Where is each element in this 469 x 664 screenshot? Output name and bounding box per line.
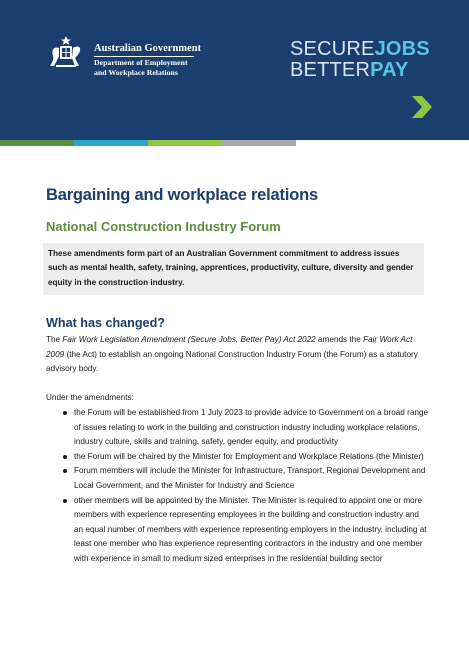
color-stripe-lime <box>148 140 222 146</box>
document-subtitle: National Construction Industry Forum <box>46 219 281 234</box>
intro-text-2: amends the <box>315 335 364 344</box>
list-item-text: other members will be appointed by the Minister. The Minister is required to appoint one or more members with experience representing employees in the building and construction industry and an equal number of members with experience representing employers in the industry, including at least one member who has experience representing contractors in the industry and one member with experience in small to medium sized enterprises in the residential building sector <box>74 495 427 563</box>
government-divider <box>94 56 194 57</box>
government-name: Australian Government <box>94 43 202 54</box>
brand-word-secure: SECURE <box>290 38 375 60</box>
chevron-right-icon <box>410 96 434 118</box>
list-item-text: the Forum will be chaired by the Minister for Employment and Workplace Relations (the Minister) <box>74 451 424 461</box>
page-header <box>0 0 469 140</box>
color-stripe-blue <box>74 140 148 146</box>
fair-work-act-name: Fair Work Act 2009 <box>46 335 413 359</box>
bullet-icon <box>63 469 67 473</box>
list-item <box>46 406 430 450</box>
list-item <box>46 494 430 567</box>
color-stripe-grey <box>222 140 296 146</box>
color-stripe-green <box>0 140 74 146</box>
summary-callout <box>43 243 424 295</box>
coat-of-arms-icon <box>46 34 86 70</box>
brand-word-jobs: JOBS <box>374 38 430 60</box>
under-amendments-label: Under the amendments: <box>46 393 134 403</box>
bullet-icon <box>63 499 67 503</box>
intro-paragraph <box>46 333 430 377</box>
bullet-icon <box>63 455 67 459</box>
department-name <box>94 58 188 78</box>
section-heading: What has changed? <box>46 316 165 330</box>
summary-callout-text: These amendments form part of an Australian Government commitment to address issues such as mental health, safety, training, apprentices, productivity, culture, diversity and gender equity in the construction industry. <box>48 249 414 287</box>
document-title: Bargaining and workplace relations <box>46 186 318 204</box>
department-name-line-1: Department of Employment <box>94 58 188 67</box>
bullet-icon <box>63 411 67 415</box>
act-name: Fair Work Legislation Amendment (Secure Jobs, Better Pay) Act 2022 <box>62 335 316 344</box>
list-item <box>46 450 430 465</box>
list-item-text: Forum members will include the Minister for Infrastructure, Transport, Regional Development and Local Government, and the Minister for Industry and Science <box>74 466 426 490</box>
amendments-list <box>46 406 430 567</box>
secure-jobs-better-pay-logo <box>290 39 430 81</box>
list-item <box>46 464 430 493</box>
body-text <box>46 333 430 567</box>
list-item-text: the Forum will be established from 1 July 2023 to provide advice to Government on a broad range of issues relating to work in the building and construction industry including workplace relations, industry culture, skills and training, safety, gender equity, and productivity <box>74 407 429 447</box>
intro-text-1: The <box>46 335 63 344</box>
brand-word-better: BETTER <box>290 59 371 81</box>
intro-text-3: (the Act) to establish an ongoing National Construction Industry Forum (the Forum) as a statutory advisory body. <box>46 349 418 374</box>
department-name-line-2: and Workplace Relations <box>94 68 178 77</box>
brand-word-pay: PAY <box>370 59 409 81</box>
